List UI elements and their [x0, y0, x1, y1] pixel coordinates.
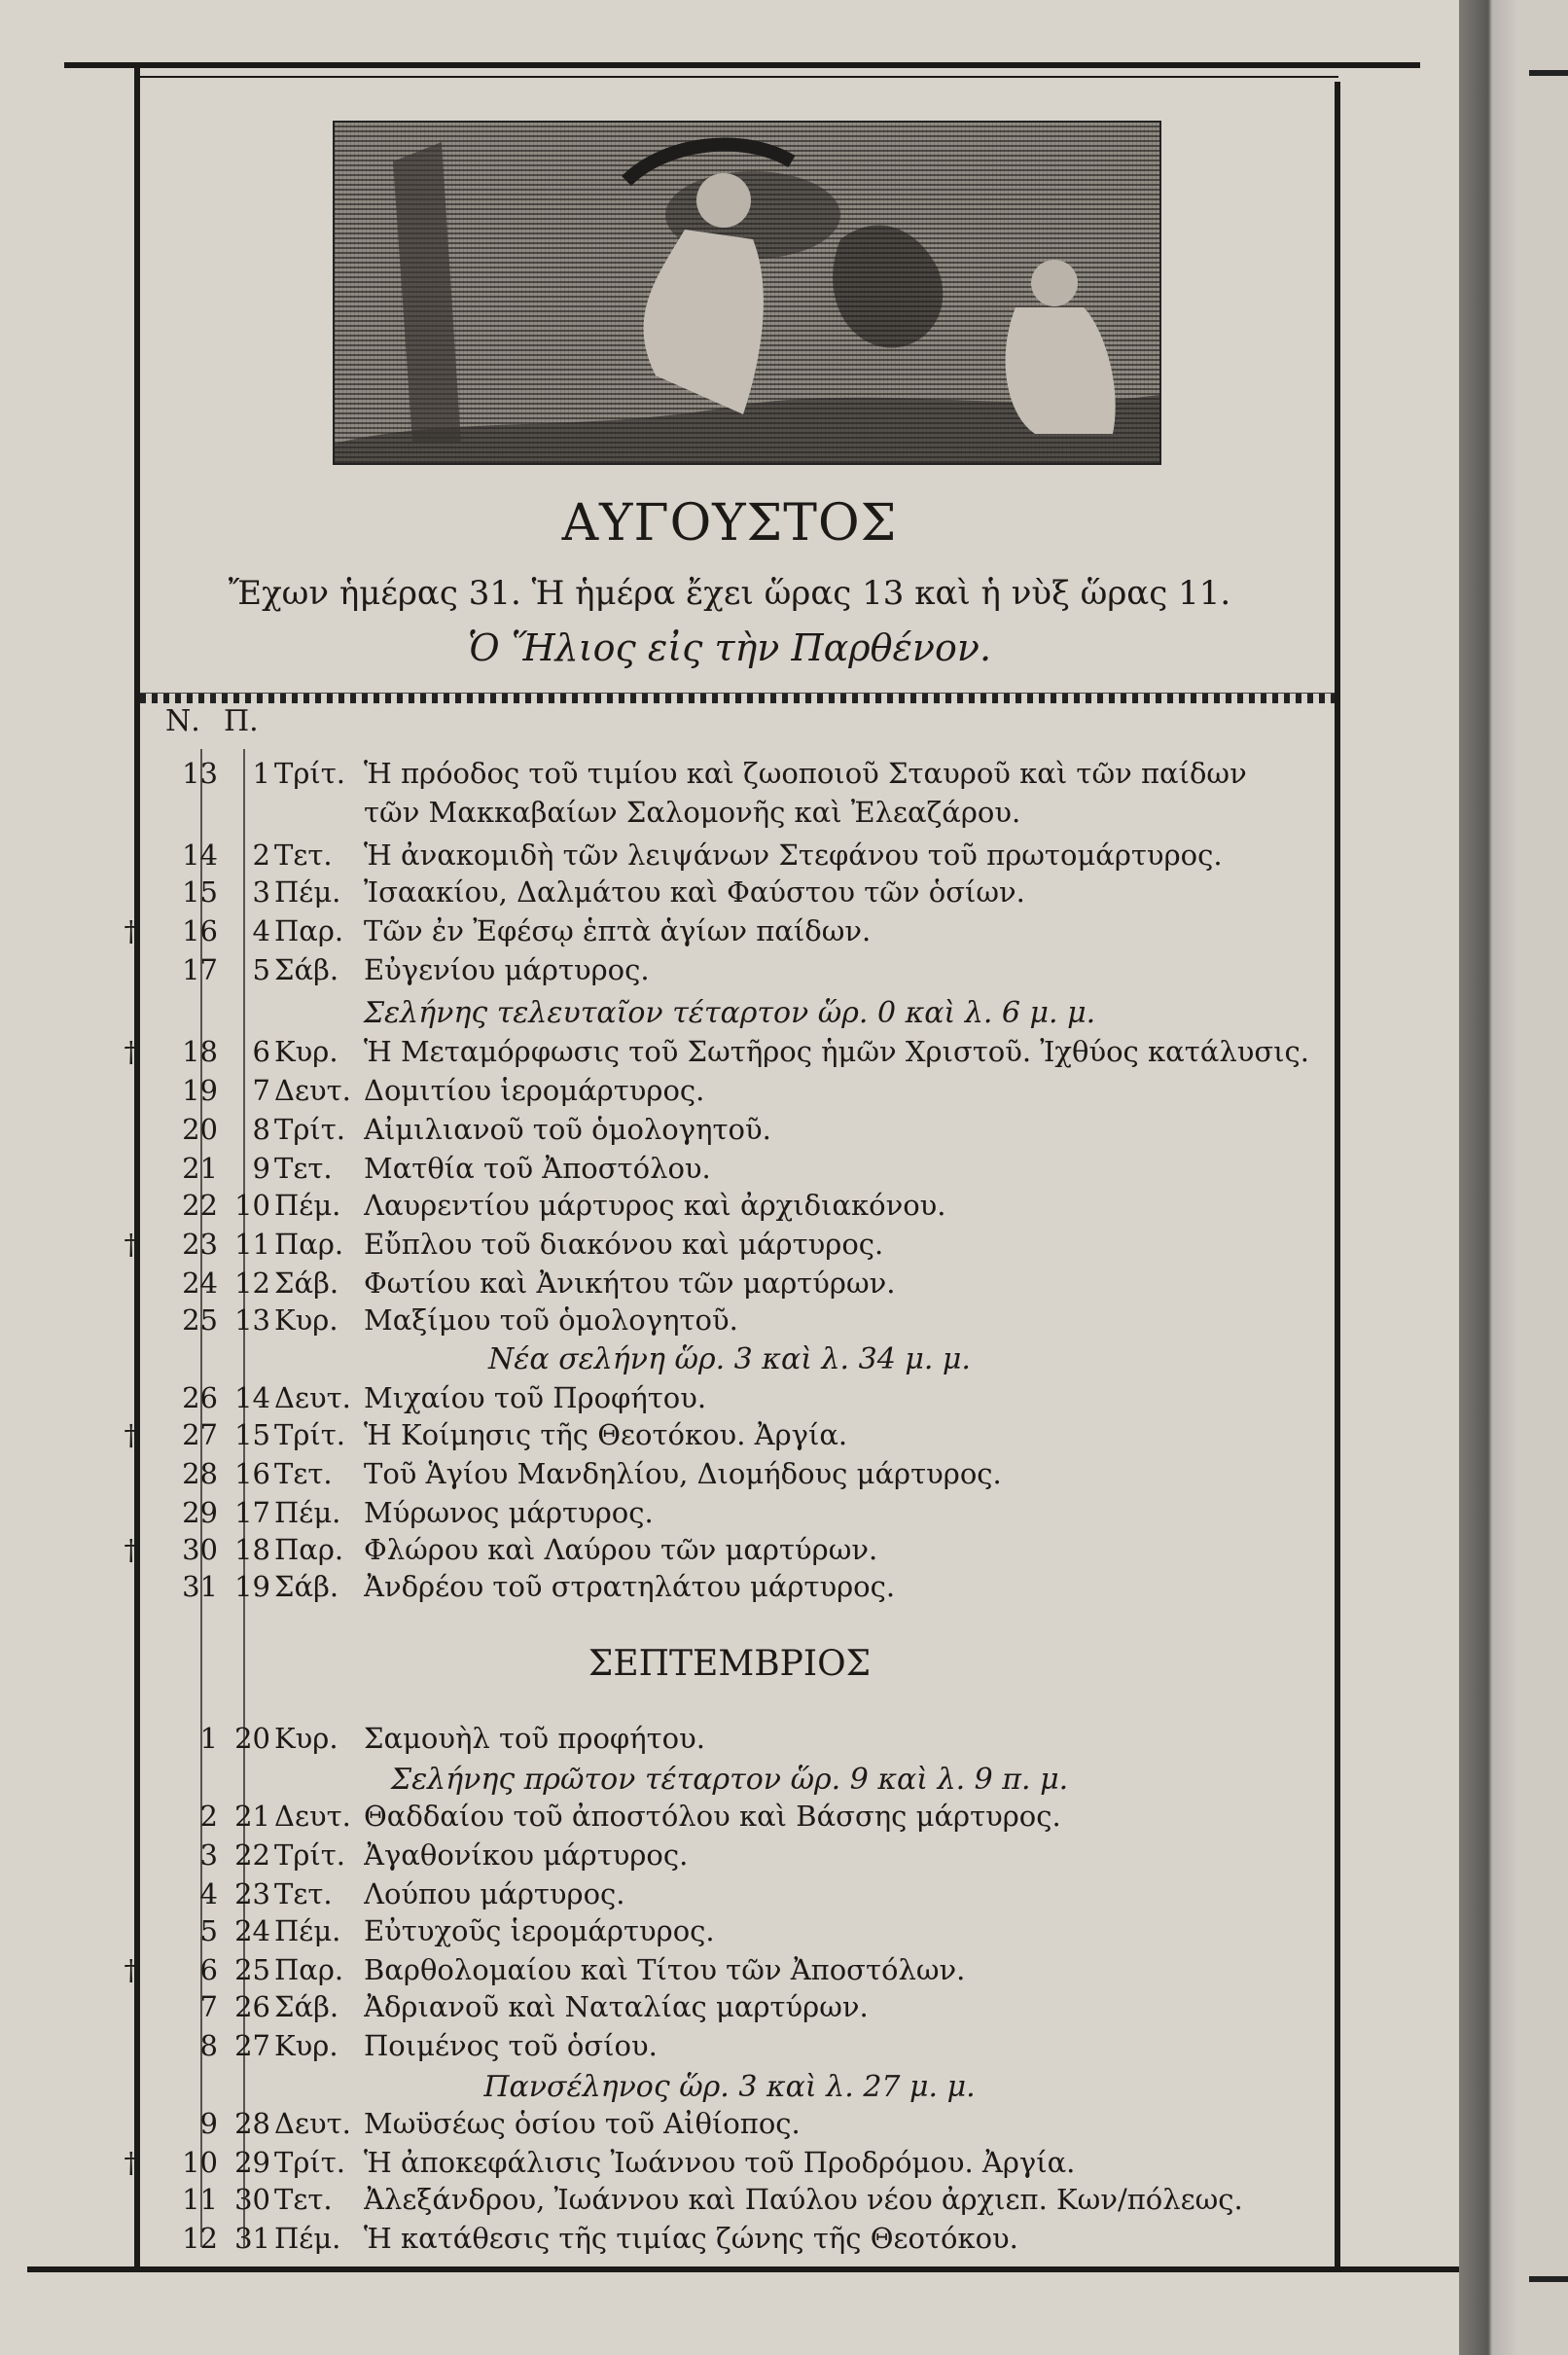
saint-description: Εὐγενίου μάρτυρος. — [364, 953, 650, 986]
old-style-day: 8 — [252, 1113, 270, 1146]
weekday: Σάβ. — [274, 1570, 339, 1603]
new-style-day: 10 — [182, 2146, 218, 2179]
weekday: Τρίτ. — [274, 1418, 346, 1451]
old-style-day: 1 — [252, 757, 270, 790]
top-rule — [64, 62, 1420, 68]
old-style-day: 29 — [234, 2146, 270, 2179]
old-style-day: 22 — [234, 1838, 270, 1872]
month-title: ΑΥΓΟΥΣΤΟΣ — [561, 494, 898, 553]
new-style-day: 7 — [199, 1990, 218, 2023]
old-style-day: 27 — [234, 2029, 270, 2062]
saint-description: Μιχαίου τοῦ Προφήτου. — [364, 1381, 707, 1414]
full-moon-note: Πανσέληνος ὥρ. 3 καὶ λ. 27 μ. μ. — [483, 2070, 976, 2104]
weekday: Πέμ. — [274, 1496, 341, 1529]
new-style-day: 15 — [182, 875, 218, 909]
moon-first-quarter-note: Σελήνης πρῶτον τέταρτον ὥρ. 9 καὶ λ. 9 π. μ. — [390, 1763, 1069, 1797]
old-style-day: 4 — [252, 914, 270, 947]
weekday: Πέμ. — [274, 875, 341, 909]
old-style-day: 23 — [234, 1877, 270, 1910]
old-style-day: 2 — [252, 839, 270, 872]
weekday: Σάβ. — [274, 953, 339, 986]
weekday: Τρίτ. — [274, 1838, 346, 1872]
feast-cross: † — [124, 1228, 138, 1261]
old-style-day: 11 — [234, 1228, 270, 1261]
saint-description: Ἀλεξάνδρου, Ἰωάννου καὶ Παύλου νέου ἀρχιεπ. Κων/πόλεως. — [364, 2183, 1243, 2216]
old-style-day: 12 — [234, 1267, 270, 1300]
weekday: Πέμ. — [274, 2222, 341, 2255]
saint-description: Ἰσαακίου, Δαλμάτου καὶ Φαύστου τῶν ὁσίων. — [364, 875, 1025, 909]
moon-last-quarter-note: Σελήνης τελευταῖον τέταρτον ὥρ. 0 καὶ λ. 6 μ. μ. — [363, 996, 1096, 1030]
new-style-day: 29 — [182, 1496, 218, 1529]
new-style-day: 1 — [199, 1722, 218, 1755]
old-style-day: 3 — [252, 875, 270, 909]
new-style-day: 30 — [182, 1533, 218, 1566]
new-style-day: 28 — [182, 1457, 218, 1490]
new-style-day: 9 — [199, 2107, 218, 2140]
old-style-day: 24 — [234, 1914, 270, 1947]
saint-description: Μαξίμου τοῦ ὁμολογητοῦ. — [364, 1303, 738, 1337]
saint-description: Λούπου μάρτυρος. — [364, 1877, 625, 1910]
weekday: Παρ. — [274, 914, 344, 947]
new-style-day: 13 — [182, 757, 218, 790]
new-style-day: 22 — [182, 1189, 218, 1222]
top-rule-thin — [136, 76, 1338, 78]
wavy-divider — [140, 693, 1335, 703]
september-title: ΣΕΠΤΕΜΒΡΙΟΣ — [588, 1644, 872, 1684]
weekday: Δευτ. — [274, 1800, 351, 1833]
new-style-day: 19 — [182, 1074, 218, 1107]
feast-cross: † — [124, 1533, 138, 1566]
weekday: Κυρ. — [274, 2029, 339, 2062]
gutter-rule-bottom — [1529, 2276, 1568, 2282]
new-style-day: 5 — [199, 1914, 218, 1947]
bottom-rule — [27, 2266, 1459, 2272]
saint-description: Θαδδαίου τοῦ ἀποστόλου καὶ Βάσσης μάρτυρος. — [364, 1800, 1061, 1833]
new-style-day: 25 — [182, 1303, 218, 1337]
weekday: Δευτ. — [274, 1074, 351, 1107]
saint-description: Ἡ Κοίμησις τῆς Θεοτόκου. Ἀργία. — [364, 1418, 848, 1451]
saint-description: Ἡ κατάθεσις τῆς τιμίας ζώνης τῆς Θεοτόκου. — [364, 2222, 1018, 2255]
saint-description: Ἡ ἀνακομιδὴ τῶν λειψάνων Στεφάνου τοῦ πρωτομάρτυρος. — [364, 839, 1223, 872]
new-style-day: 24 — [182, 1267, 218, 1300]
new-style-day: 20 — [182, 1113, 218, 1146]
weekday: Τρίτ. — [274, 757, 346, 790]
old-style-day: 30 — [234, 2183, 270, 2216]
saint-description: Τῶν ἐν Ἐφέσῳ ἑπτὰ ἁγίων παίδων. — [364, 914, 872, 947]
weekday: Πέμ. — [274, 1189, 341, 1222]
weekday: Τετ. — [274, 1877, 333, 1910]
new-style-day: 26 — [182, 1381, 218, 1414]
saint-description: Εὔπλου τοῦ διακόνου καὶ μάρτυρος. — [364, 1228, 884, 1261]
column-header-old-style: Π. — [224, 704, 259, 738]
weekday: Δευτ. — [274, 1381, 351, 1414]
weekday: Τετ. — [274, 839, 333, 872]
old-style-day: 15 — [234, 1418, 270, 1451]
saint-description: τῶν Μακκαβαίων Σαλομονῆς καὶ Ἐλεαζάρου. — [364, 796, 1021, 829]
saint-description: Λαυρεντίου μάρτυρος καὶ ἀρχιδιακόνου. — [364, 1189, 946, 1222]
old-style-day: 16 — [234, 1457, 270, 1490]
old-style-day: 13 — [234, 1303, 270, 1337]
weekday: Παρ. — [274, 1953, 344, 1986]
weekday: Τετ. — [274, 1457, 333, 1490]
harvest-engraving-image — [333, 121, 1161, 465]
weekday: Τρίτ. — [274, 1113, 346, 1146]
old-style-day: 9 — [252, 1152, 270, 1185]
weekday: Τρίτ. — [274, 2146, 346, 2179]
saint-description: Τοῦ Ἁγίου Μανδηλίου, Διομήδους μάρτυρος. — [364, 1457, 1002, 1490]
saint-description: Δομιτίου ἱερομάρτυρος. — [364, 1074, 705, 1107]
new-moon-note: Νέα σελήνη ὥρ. 3 καὶ λ. 34 μ. μ. — [488, 1342, 971, 1376]
new-style-day: 16 — [182, 914, 218, 947]
new-style-day: 4 — [199, 1877, 218, 1910]
new-style-day: 3 — [199, 1838, 218, 1872]
new-style-day: 8 — [199, 2029, 218, 2062]
old-style-day: 14 — [234, 1381, 270, 1414]
old-style-day: 18 — [234, 1533, 270, 1566]
new-style-day: 17 — [182, 953, 218, 986]
old-style-day: 5 — [252, 953, 270, 986]
new-style-day: 14 — [182, 839, 218, 872]
feast-cross: † — [124, 1953, 138, 1986]
saint-description: Ἡ Μεταμόρφωσις τοῦ Σωτῆρος ἡμῶν Χριστοῦ. Ἰχθύος κατάλυσις. — [364, 1035, 1309, 1068]
feast-cross: † — [124, 914, 138, 947]
feast-cross: † — [124, 2146, 138, 2179]
old-style-day: 31 — [234, 2222, 270, 2255]
old-style-day: 10 — [234, 1189, 270, 1222]
month-info: Ἔχων ἡμέρας 31. Ἡ ἡμέρα ἔχει ὥρας 13 καὶ ἡ νὺξ ὥρας 11. — [228, 574, 1231, 613]
saint-description: Αἰμιλιανοῦ τοῦ ὁμολογητοῦ. — [364, 1113, 771, 1146]
old-style-day: 26 — [234, 1990, 270, 2023]
old-style-day: 19 — [234, 1570, 270, 1603]
weekday: Παρ. — [274, 1228, 344, 1261]
new-style-day: 21 — [182, 1152, 218, 1185]
sun-sign-line: Ὁ Ἥλιος εἰς τὴν Παρθένον. — [467, 626, 992, 669]
saint-description: Ματθία τοῦ Ἀποστόλου. — [364, 1152, 711, 1185]
saint-description: Ἡ ἀποκεφάλισις Ἰωάννου τοῦ Προδρόμου. Ἀργία. — [364, 2146, 1076, 2179]
old-style-day: 20 — [234, 1722, 270, 1755]
saint-description: Φλώρου καὶ Λαύρου τῶν μαρτύρων. — [364, 1533, 878, 1566]
new-style-day: 6 — [199, 1953, 218, 1986]
saint-description: Σαμουὴλ τοῦ προφήτου. — [364, 1722, 705, 1755]
saint-description: Μωϋσέως ὁσίου τοῦ Αἰθίοπος. — [364, 2107, 801, 2140]
page-gutter — [1459, 0, 1568, 2355]
saint-description: Βαρθολομαίου καὶ Τίτου τῶν Ἀποστόλων. — [364, 1953, 966, 1986]
saint-description: Ποιμένος τοῦ ὁσίου. — [364, 2029, 658, 2062]
saint-description: Φωτίου καὶ Ἀνικήτου τῶν μαρτύρων. — [364, 1267, 896, 1300]
saint-description: Μύρωνος μάρτυρος. — [364, 1496, 654, 1529]
old-style-day: 17 — [234, 1496, 270, 1529]
weekday: Κυρ. — [274, 1303, 339, 1337]
weekday: Παρ. — [274, 1533, 344, 1566]
old-style-day: 7 — [252, 1074, 270, 1107]
weekday: Δευτ. — [274, 2107, 351, 2140]
weekday: Σάβ. — [274, 1990, 339, 2023]
weekday: Τετ. — [274, 2183, 333, 2216]
old-style-day: 21 — [234, 1800, 270, 1833]
saint-description: Ἀγαθονίκου μάρτυρος. — [364, 1838, 689, 1872]
feast-cross: † — [124, 1418, 138, 1451]
saint-description: Ἡ πρόοδος τοῦ τιμίου καὶ ζωοποιοῦ Σταυροῦ καὶ τῶν παίδων — [364, 757, 1247, 790]
new-style-day: 31 — [182, 1570, 218, 1603]
old-style-day: 25 — [234, 1953, 270, 1986]
new-style-day: 12 — [182, 2222, 218, 2255]
new-style-day: 23 — [182, 1228, 218, 1261]
weekday: Σάβ. — [274, 1267, 339, 1300]
engraving-figures — [335, 123, 1159, 463]
saint-description: Ἀδριανοῦ καὶ Ναταλίας μαρτύρων. — [364, 1990, 869, 2023]
new-style-day: 2 — [199, 1800, 218, 1833]
new-style-day: 11 — [182, 2183, 218, 2216]
column-header-new-style: Ν. — [165, 704, 200, 738]
old-style-day: 28 — [234, 2107, 270, 2140]
weekday: Κυρ. — [274, 1035, 339, 1068]
weekday: Τετ. — [274, 1152, 333, 1185]
feast-cross: † — [124, 1035, 138, 1068]
old-style-day: 6 — [252, 1035, 270, 1068]
saint-description: Ἀνδρέου τοῦ στρατηλάτου μάρτυρος. — [364, 1570, 896, 1603]
weekday: Πέμ. — [274, 1914, 341, 1947]
saint-description: Εὐτυχοῦς ἱερομάρτυρος. — [364, 1914, 715, 1947]
new-style-day: 18 — [182, 1035, 218, 1068]
weekday: Κυρ. — [274, 1722, 339, 1755]
gutter-rule-top — [1529, 70, 1568, 76]
new-style-day: 27 — [182, 1418, 218, 1451]
